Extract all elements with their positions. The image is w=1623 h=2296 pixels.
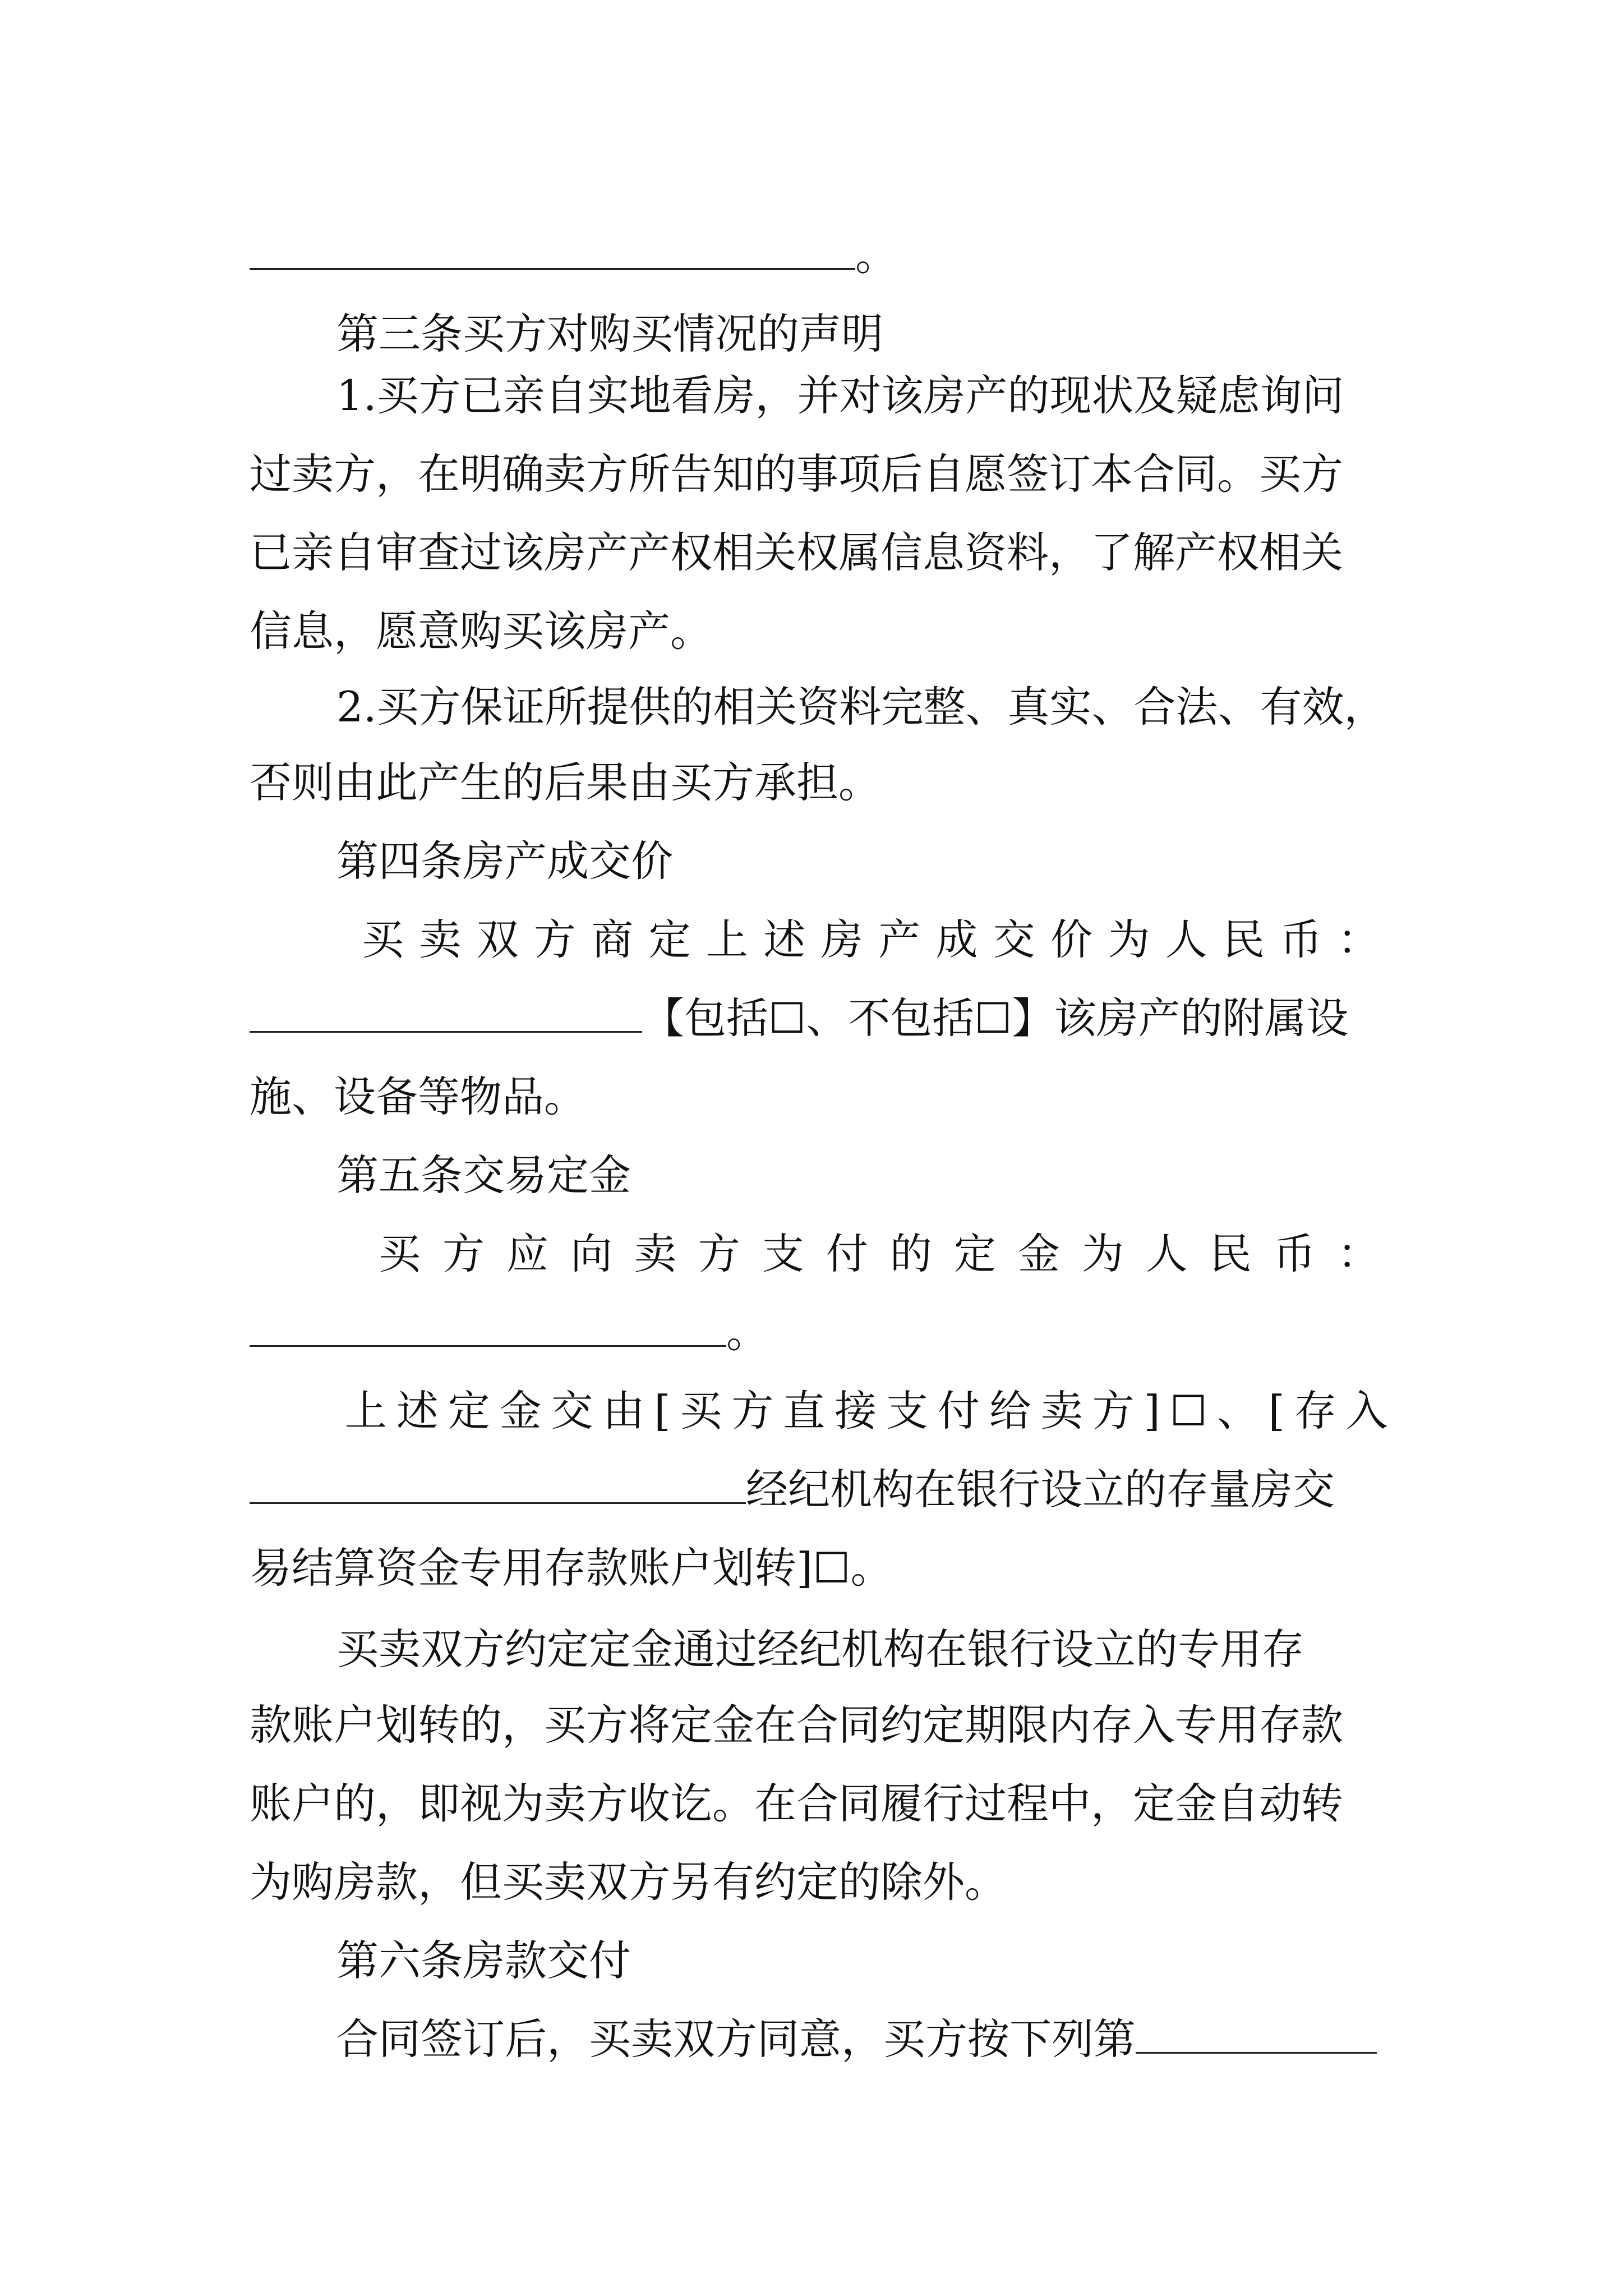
- spaced-character: 双: [476, 915, 519, 964]
- spaced-character: 买: [362, 915, 404, 964]
- spaced-character: 成: [935, 915, 978, 964]
- fill-in-line: [250, 213, 1388, 297]
- spaced-character: 的: [889, 1229, 932, 1278]
- spaced-character: 定: [648, 915, 691, 964]
- spaced-character: 方: [1092, 1386, 1135, 1435]
- article-3-clause-1-line-1: 1.买方已亲自实地看房，并对该房产的现状及疑虑询问: [336, 371, 1344, 420]
- spaced-character: 民: [1223, 915, 1265, 964]
- agency-blank-field[interactable]: [250, 1469, 746, 1504]
- article-3-clause-2-line-2: 否则由此产生的后果由买方承担。: [250, 758, 881, 807]
- spaced-character: 给: [989, 1386, 1031, 1435]
- line-end-punctuation: 。: [855, 231, 898, 280]
- spaced-character: 述: [396, 1386, 439, 1435]
- deposit-blank-field[interactable]: [250, 1312, 726, 1347]
- spaced-character: ☐: [1169, 1386, 1207, 1435]
- spaced-character: 支: [886, 1386, 929, 1435]
- article-4-price-fill-line: [250, 976, 1388, 1060]
- spaced-character: 方: [698, 1229, 740, 1278]
- article-3-clause-1-line-2: 过卖方，在明确卖方所告知的事项后自愿签订本合同。买方: [250, 449, 1344, 499]
- article-6-title: 第六条房款交付: [336, 1936, 631, 1985]
- spaced-character: 人: [1145, 1229, 1188, 1278]
- spaced-character: 直: [783, 1386, 826, 1435]
- spaced-character: 产: [878, 915, 921, 964]
- article-4-inclusion-text: 【包括☐、不包括☐】该房产的附属设: [642, 993, 1349, 1043]
- price-blank-field[interactable]: [250, 997, 642, 1033]
- article-5-payment-method-line: [345, 1369, 1388, 1453]
- spaced-character: 交: [551, 1386, 593, 1435]
- article-5-title: 第五条交易定金: [336, 1151, 631, 1200]
- spaced-character: 付: [826, 1229, 868, 1278]
- blank-field[interactable]: [250, 234, 855, 270]
- spaced-character: 卖: [1040, 1386, 1083, 1435]
- spaced-character: 交: [993, 915, 1035, 964]
- article-5-para-2-line-1: 买卖双方约定定金通过经纪机构在银行设立的专用存: [336, 1625, 1304, 1674]
- spaced-character: [: [654, 1386, 671, 1435]
- spaced-character: 金: [499, 1386, 542, 1435]
- article-5-line-5: 易结算资金专用存款账户划转]☐。: [250, 1543, 893, 1593]
- spaced-character: 为: [1108, 915, 1150, 964]
- spaced-character: 述: [763, 915, 806, 964]
- line-end-punctuation: 。: [726, 1308, 769, 1357]
- spaced-character: 价: [1050, 915, 1093, 964]
- spaced-character: 为: [1081, 1229, 1124, 1278]
- spaced-character: 入: [1345, 1386, 1388, 1435]
- article-3-clause-1-line-4: 信息，愿意购买该房产。: [250, 606, 713, 656]
- article-3-clause-2-line-1: 2.买方保证所提供的相关资料完整、真实、合法、有效，: [336, 682, 1386, 731]
- article-5-para-2-line-4: 为购房款，但买卖双方另有约定的除外。: [250, 1857, 1007, 1907]
- spaced-character: 存: [1294, 1386, 1336, 1435]
- spaced-character: 币: [1273, 1229, 1316, 1278]
- spaced-character: 上: [345, 1386, 388, 1435]
- article-3-title: 第三条买方对购买情况的声明: [336, 309, 884, 358]
- spaced-character: 定: [953, 1229, 996, 1278]
- spaced-character: ]: [1144, 1386, 1160, 1435]
- spaced-character: 民: [1209, 1229, 1252, 1278]
- spaced-character: ：: [1337, 915, 1380, 964]
- article-6-text: 合同签订后，买卖双方同意，买方按下列第: [336, 2014, 1136, 2064]
- spaced-character: 金: [1017, 1229, 1060, 1278]
- spaced-character: 卖: [634, 1229, 676, 1278]
- article-3-clause-1-line-3: 已亲自审查过该房产产权相关权属信息资料，了解产权相关: [250, 528, 1344, 577]
- spaced-character: 买: [379, 1229, 421, 1278]
- spaced-character: 方: [534, 915, 577, 964]
- spaced-character: 币: [1280, 915, 1322, 964]
- spaced-character: 向: [570, 1229, 612, 1278]
- spaced-character: 方: [731, 1386, 774, 1435]
- option-blank-field[interactable]: [1136, 2018, 1377, 2054]
- spaced-character: 支: [762, 1229, 804, 1278]
- spaced-character: 、: [1216, 1386, 1259, 1435]
- spaced-character: 由: [602, 1386, 645, 1435]
- spaced-character: ：: [1337, 1229, 1380, 1278]
- spaced-character: 卖: [419, 915, 462, 964]
- spaced-character: [: [1268, 1386, 1285, 1435]
- spaced-character: 定: [448, 1386, 490, 1435]
- article-4-price-line: [362, 898, 1380, 982]
- spaced-character: 方: [442, 1229, 485, 1278]
- article-5-deposit-line: [379, 1212, 1380, 1296]
- deposit-fill-line: [250, 1290, 1388, 1374]
- article-6-line-1: [336, 1997, 1388, 2081]
- article-5-para-2-line-3: 账户的，即视为卖方收讫。在合同履行过程中，定金自动转: [250, 1779, 1344, 1828]
- article-5-para-2-line-2: 款账户划转的，买方将定金在合同约定期限内存入专用存款: [250, 1700, 1344, 1750]
- article-5-agency-text: 经纪机构在银行设立的存量房交: [746, 1465, 1335, 1514]
- spaced-character: 接: [834, 1386, 877, 1435]
- spaced-character: 应: [506, 1229, 548, 1278]
- spaced-character: 商: [591, 915, 634, 964]
- article-5-line-4: [250, 1447, 1388, 1531]
- article-4-title: 第四条房产成交价: [336, 836, 674, 886]
- spaced-character: 房: [820, 915, 863, 964]
- spaced-character: 付: [937, 1386, 980, 1435]
- spaced-character: 上: [706, 915, 749, 964]
- spaced-character: 人: [1165, 915, 1207, 964]
- spaced-character: 买: [680, 1386, 722, 1435]
- article-4-line-3: 施、设备等物品。: [250, 1072, 587, 1121]
